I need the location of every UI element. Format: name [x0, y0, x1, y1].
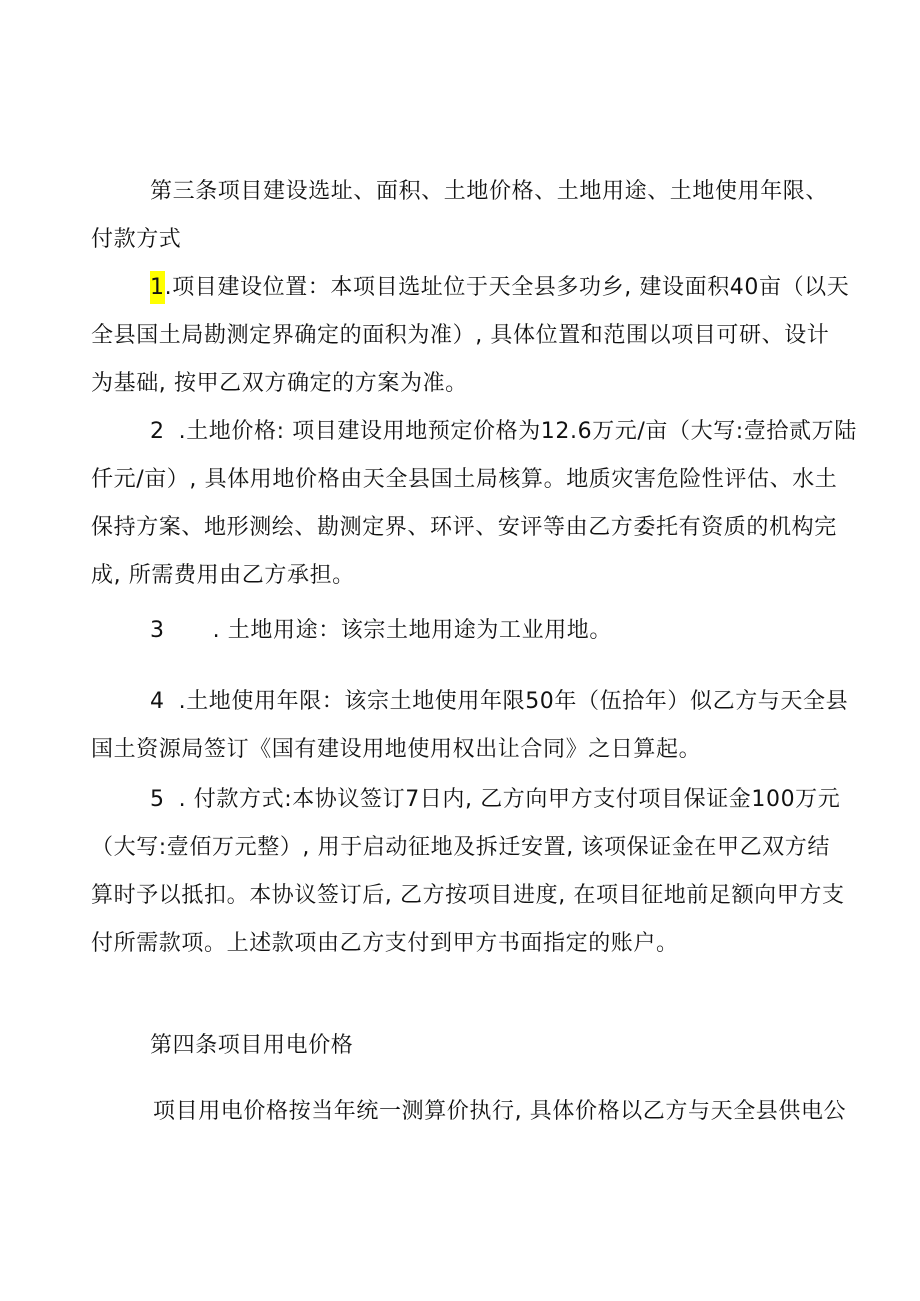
- item1-text-1: .项目建设位置：本项目选址位于天全县多功乡, 建设面积40亩（以天: [164, 275, 850, 300]
- item4-text-1: .土地使用年限：该宗土地使用年限50年（伍拾年）似乙方与天全县: [178, 689, 849, 714]
- article3-heading-text-1: 第三条项目建设选址、面积、土地价格、土地用途、土地使用年限、: [150, 179, 829, 204]
- item2-line2: [0, 464, 920, 496]
- item5-text-3: 算时予以抵扣。本协议签订后, 乙方按项目进度, 在项目征地前足额向甲方支: [91, 883, 845, 908]
- item5-line3: [0, 880, 920, 912]
- item2-text-2: 仟元/亩）, 具体用地价格由天全县国土局核算。地质灾害危险性评估、水土: [91, 467, 838, 492]
- item1-text-2: 全县国土局勘测定界确定的面积为准）, 具体位置和范围以项目可研、设计: [91, 323, 830, 348]
- article3-heading-line1: [0, 176, 920, 208]
- item5-text-4: 付所需款项。上述款项由乙方支付到甲方书面指定的账户。: [91, 931, 679, 956]
- item4-line1: [0, 686, 920, 718]
- item2-line3: [0, 512, 920, 544]
- item1-text-3: 为基础, 按甲乙双方确定的方案为准。: [91, 371, 468, 396]
- item2-text-1: .土地价格: 项目建设用地预定价格为12.6万元/亩（大写:壹拾贰万陆: [178, 419, 857, 444]
- item2-line4: [0, 560, 920, 592]
- item4-number: 4: [150, 689, 165, 714]
- item4-line2: [0, 734, 920, 766]
- article4-heading-line: [0, 1030, 920, 1062]
- article4-heading: 第四条项目用电价格: [150, 1033, 354, 1058]
- item1-line2: [0, 320, 920, 352]
- article4-body-line1: [0, 1096, 920, 1128]
- article4-body-text-1: 项目用电价格按当年统一测算价执行, 具体价格以乙方与天全县供电公: [153, 1099, 847, 1124]
- item5-text-1: . 付款方式:本协议签订7日内, 乙方向甲方支付项目保证金100万元: [178, 787, 841, 812]
- article3-heading-text-2: 付款方式: [91, 227, 182, 252]
- item1-line3: [0, 368, 920, 400]
- item2-text-4: 成, 所需费用由乙方承担。: [91, 563, 355, 588]
- item3-line1: [0, 615, 920, 647]
- item3-text-1: . 土地用途：该宗土地用途为工业用地。: [212, 618, 612, 643]
- item2-line1: [0, 416, 920, 448]
- article3-heading-line2: [0, 224, 920, 256]
- item5-line1: [0, 784, 920, 816]
- item5-number: 5: [150, 787, 165, 812]
- item5-text-2: （大写:壹佰万元整）, 用于启动征地及拆迁安置, 该项保证金在甲乙双方结: [91, 835, 830, 860]
- item1-number-highlight: 1: [150, 271, 165, 304]
- item1-line1: [0, 272, 920, 304]
- item2-number: 2: [150, 419, 165, 444]
- item4-text-2: 国土资源局签订《国有建设用地使用权出让合同》之日算起。: [91, 737, 702, 762]
- item5-line2: [0, 832, 920, 864]
- item5-line4: [0, 928, 920, 960]
- item3-number: 3: [150, 618, 165, 643]
- item2-text-3: 保持方案、地形测绘、勘测定界、环评、安评等由乙方委托有资质的机构完: [91, 515, 837, 540]
